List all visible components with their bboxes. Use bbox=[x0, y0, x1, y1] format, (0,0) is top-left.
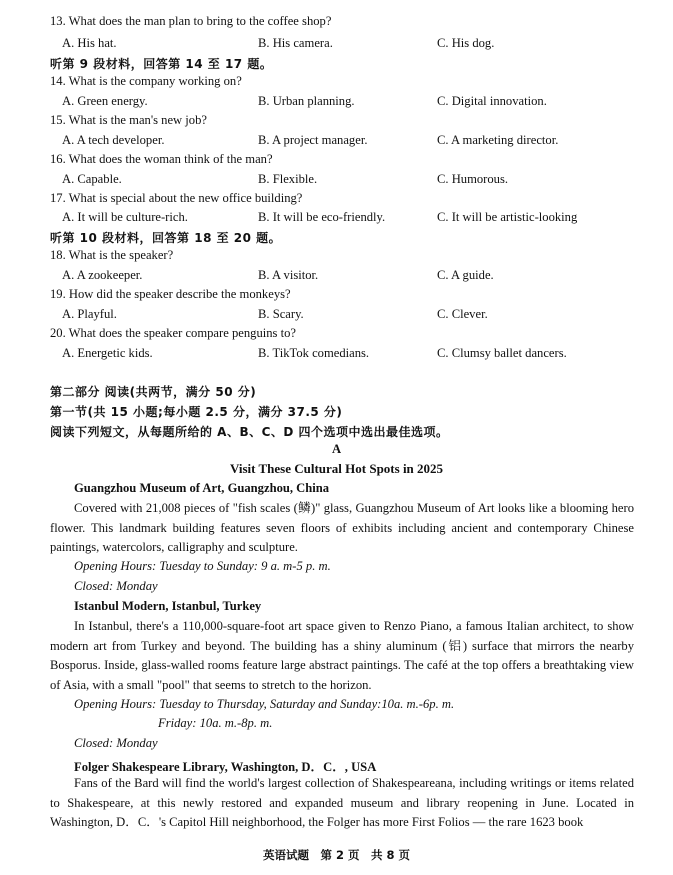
option-b: B. TikTok comedians. bbox=[258, 346, 370, 360]
question-14: 14. What is the company working on? bbox=[50, 74, 242, 88]
option-a: A. Green energy. bbox=[62, 94, 148, 108]
istanbul-closed: Closed: Monday bbox=[74, 736, 158, 750]
option-c: C. Clever. bbox=[437, 307, 488, 321]
folger-paragraph: Fans of the Bard will find the world's largest collection of Shakespeareana, including writings or items related to Shakespeare, at this newly restored and expanded museum and library reopening in June. Located in Washington, D．C．'s Capitol Hill neighborhood, the Folger has more First Folios — the rare 1623 book bbox=[50, 776, 634, 830]
question-19: 19. How did the speaker describe the monkeys? bbox=[50, 287, 291, 301]
passage-title: Visit These Cultural Hot Spots in 2025 bbox=[229, 461, 444, 476]
guangzhou-paragraph: Covered with 21,008 pieces of "fish scales (鳞)" glass, Guangzhou Museum of Art looks like a blooming hero flower. This landmark building features seven floors of exhibits including ancient and contemporary Chinese paintings, watercolors, calligraphy and sculpture. bbox=[50, 501, 634, 555]
option-a: A. Energetic kids. bbox=[62, 346, 153, 360]
folger-heading: Folger Shakespeare Library, Washington, D．C．, USA bbox=[74, 760, 377, 774]
option-c: C. Clumsy ballet dancers. bbox=[437, 346, 567, 360]
option-b: B. A visitor. bbox=[258, 268, 319, 282]
question-17: 17. What is special about the new office building? bbox=[50, 191, 303, 205]
reading-directions: 阅读下列短文，从每题所给的 A、B、C、D 四个选项中选出最佳选项。 bbox=[50, 425, 449, 439]
guangzhou-heading: Guangzhou Museum of Art, Guangzhou, China bbox=[74, 481, 330, 495]
question-20: 20. What does the speaker compare penguins to? bbox=[50, 326, 296, 340]
page-footer: 英语试题 第 2 页 共 8 页 bbox=[262, 848, 411, 862]
option-b: B. A project manager. bbox=[258, 133, 368, 147]
section-one-heading: 第一节(共 15 小题;每小题 2.5 分，满分 37.5 分) bbox=[50, 405, 343, 419]
guangzhou-closed: Closed: Monday bbox=[74, 579, 158, 593]
option-b: B. It will be eco-friendly. bbox=[258, 210, 386, 224]
option-b: B. His camera. bbox=[258, 36, 333, 50]
option-a: A. Capable. bbox=[62, 172, 122, 186]
option-b: B. Scary. bbox=[258, 307, 304, 321]
option-a: A. His hat. bbox=[62, 36, 117, 50]
option-c: C. Digital innovation. bbox=[437, 94, 547, 108]
option-c: C. His dog. bbox=[437, 36, 495, 50]
option-a: A. It will be culture-rich. bbox=[62, 210, 188, 224]
option-a: A. Playful. bbox=[62, 307, 117, 321]
option-a: A. A zookeeper. bbox=[62, 268, 143, 282]
guangzhou-hours: Opening Hours: Tuesday to Sunday: 9 a. m-5 p. m. bbox=[74, 559, 331, 573]
option-c: C. A guide. bbox=[437, 268, 494, 282]
option-c: C. It will be artistic-looking bbox=[437, 210, 578, 224]
option-b: B. Flexible. bbox=[258, 172, 318, 186]
question-16: 16. What does the woman think of the man? bbox=[50, 152, 273, 166]
option-c: C. A marketing director. bbox=[437, 133, 559, 147]
passage-letter: A bbox=[331, 442, 342, 456]
question-15: 15. What is the man's new job? bbox=[50, 113, 207, 127]
instruction-material-10: 听第 10 段材料，回答第 18 至 20 题。 bbox=[50, 231, 282, 245]
option-b: B. Urban planning. bbox=[258, 94, 355, 108]
part-two-heading: 第二部分 阅读(共两节，满分 50 分) bbox=[50, 385, 257, 399]
instruction-material-9: 听第 9 段材料，回答第 14 至 17 题。 bbox=[50, 57, 273, 71]
question-18: 18. What is the speaker? bbox=[50, 248, 174, 262]
option-c: C. Humorous. bbox=[437, 172, 509, 186]
istanbul-friday-hours: Friday: 10a. m.-8p. m. bbox=[158, 716, 273, 730]
istanbul-paragraph: In Istanbul, there's a 110,000-square-foot art space given to Renzo Piano, a famous Italian architect, to show modern art from Turkey and beyond. The building has a shiny aluminum (铝) surface that mirrors the nearby Bosporus. Inside, glass-walled rooms feature large abstract paintings. The café at the top offers a breathtaking view of Asia, with a small "pool" that seems to stretch to the horizon. bbox=[50, 619, 634, 692]
question-13: 13. What does the man plan to bring to the coffee shop? bbox=[50, 14, 332, 28]
istanbul-hours: Opening Hours: Tuesday to Thursday, Saturday and Sunday:10a. m.-6p. m. bbox=[74, 697, 455, 711]
option-a: A. A tech developer. bbox=[62, 133, 165, 147]
istanbul-heading: Istanbul Modern, Istanbul, Turkey bbox=[74, 599, 262, 613]
